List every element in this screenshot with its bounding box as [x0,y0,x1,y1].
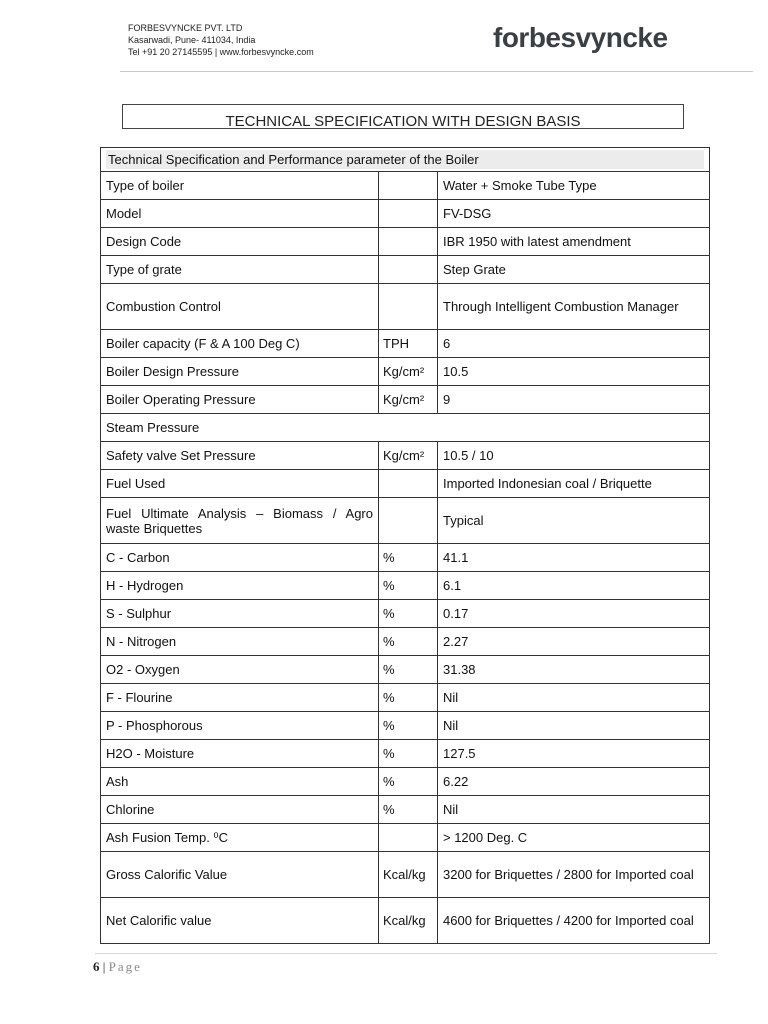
row-parameter: Type of boiler [101,172,379,200]
row-value: 4600 for Briquettes / 4200 for Imported coal [438,898,710,944]
row-value: > 1200 Deg. C [438,824,710,852]
row-parameter: Type of grate [101,256,379,284]
row-parameter: Model [101,200,379,228]
row-value: 6.22 [438,768,710,796]
table-row [101,172,710,200]
row-unit: Kg/cm² [379,386,438,414]
table-row [101,898,710,944]
table-row [101,386,710,414]
row-value: Water + Smoke Tube Type [438,172,710,200]
row-parameter: Gross Calorific Value [101,852,379,898]
table-row [101,572,710,600]
company-name: FORBESVYNCKE PVT. LTD [128,23,243,33]
table-row [101,656,710,684]
table-row [101,684,710,712]
row-unit: Kg/cm² [379,442,438,470]
table-row [101,824,710,852]
row-value: 10.5 [438,358,710,386]
row-unit [379,256,438,284]
table-row [101,544,710,572]
row-parameter: Boiler Design Pressure [101,358,379,386]
row-value: 3200 for Briquettes / 2800 for Imported coal [438,852,710,898]
table-row [101,330,710,358]
row-unit: % [379,628,438,656]
page-label: Page [108,959,142,974]
row-value: 41.1 [438,544,710,572]
page-footer [93,959,142,975]
row-parameter: Steam Pressure [101,414,710,442]
table-row [101,796,710,824]
table-row [101,712,710,740]
row-unit [379,172,438,200]
table-row [101,498,710,544]
row-parameter: N - Nitrogen [101,628,379,656]
row-unit [379,228,438,256]
row-unit: Kcal/kg [379,852,438,898]
row-parameter: Boiler capacity (F & A 100 Deg C) [101,330,379,358]
row-unit: Kg/cm² [379,358,438,386]
row-value: 127.5 [438,740,710,768]
table-title-cell [101,148,710,172]
row-value: Imported Indonesian coal / Briquette [438,470,710,498]
company-logo: forbesvyncke [493,22,668,53]
row-unit: % [379,572,438,600]
row-unit [379,824,438,852]
footer-divider [95,953,717,954]
row-parameter: F - Flourine [101,684,379,712]
row-parameter: O2 - Oxygen [101,656,379,684]
table-row [101,358,710,386]
row-parameter: P - Phosphorous [101,712,379,740]
row-parameter: Fuel Ultimate Analysis – Biomass / Agro waste Briquettes [101,498,379,544]
row-parameter: Chlorine [101,796,379,824]
row-parameter: Boiler Operating Pressure [101,386,379,414]
row-unit: % [379,712,438,740]
table-row [101,228,710,256]
row-unit: % [379,544,438,572]
row-unit: % [379,656,438,684]
header-divider [120,71,753,72]
table-row [101,284,710,330]
row-parameter: Design Code [101,228,379,256]
row-unit [379,470,438,498]
row-parameter: Safety valve Set Pressure [101,442,379,470]
row-unit [379,284,438,330]
row-value: Through Intelligent Combustion Manager [438,284,710,330]
row-parameter: H2O - Moisture [101,740,379,768]
row-parameter: Ash Fusion Temp. ⁰C [101,824,379,852]
table-row [101,600,710,628]
row-parameter: C - Carbon [101,544,379,572]
row-unit: % [379,684,438,712]
row-unit: % [379,740,438,768]
table-row [101,200,710,228]
row-value: FV-DSG [438,200,710,228]
table-title: Technical Specification and Performance parameter of the Boiler [106,150,704,169]
row-value: 6.1 [438,572,710,600]
row-unit [379,200,438,228]
table-row [101,768,710,796]
row-unit: % [379,796,438,824]
row-value: 10.5 / 10 [438,442,710,470]
spec-table [100,147,710,944]
row-value: 31.38 [438,656,710,684]
row-unit: TPH [379,330,438,358]
row-value: Typical [438,498,710,544]
row-value: IBR 1950 with latest amendment [438,228,710,256]
table-row [101,852,710,898]
page-number: 6 [93,959,100,974]
row-value: 9 [438,386,710,414]
row-value: Nil [438,712,710,740]
row-parameter: H - Hydrogen [101,572,379,600]
row-unit: % [379,600,438,628]
row-parameter: Net Calorific value [101,898,379,944]
row-parameter: S - Sulphur [101,600,379,628]
company-contact: Tel +91 20 27145595 | www.forbesvyncke.com [128,47,314,57]
row-parameter: Ash [101,768,379,796]
row-value: Nil [438,684,710,712]
table-row [101,740,710,768]
row-unit: % [379,768,438,796]
table-title-row [101,148,710,172]
page-separator: | [99,959,109,974]
row-value: 0.17 [438,600,710,628]
section-title: TECHNICAL SPECIFICATION WITH DESIGN BASIS [122,104,684,129]
row-unit: Kcal/kg [379,898,438,944]
row-parameter: Combustion Control [101,284,379,330]
row-value: 6 [438,330,710,358]
company-header [128,22,314,58]
table-row [101,256,710,284]
row-value: Nil [438,796,710,824]
table-row [101,470,710,498]
table-row [101,442,710,470]
table-row [101,414,710,442]
table-row [101,628,710,656]
row-value: 2.27 [438,628,710,656]
row-parameter: Fuel Used [101,470,379,498]
company-address: Kasarwadi, Pune- 411034, India [128,35,256,45]
row-unit [379,498,438,544]
row-value: Step Grate [438,256,710,284]
